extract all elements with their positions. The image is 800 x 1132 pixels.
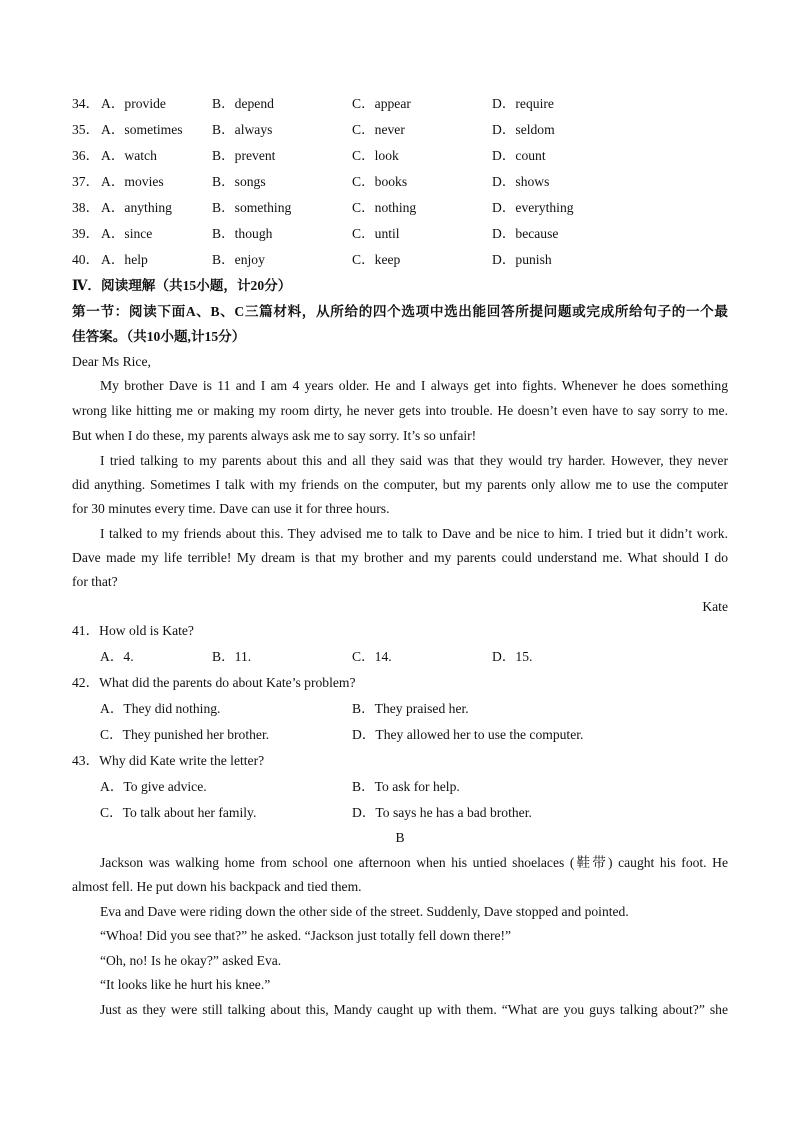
section-instruction-line-1: 第一节：阅读下面A、B、C三篇材料，从所给的四个选项中选出能回答所提问题或完成所给句子的一个最 <box>72 304 728 319</box>
option-a: A．sometimes <box>101 122 183 137</box>
option-c: C．never <box>352 122 405 137</box>
option-c: C．look <box>352 148 399 163</box>
option-d: D．15. <box>492 649 533 664</box>
passage-b-line: “Oh, no! Is he okay?” asked Eva. <box>100 953 282 968</box>
letter-line: wrong like hitting me or making my room dirty, he never gets into trouble. He doesn’t even have to say sorry to me. <box>72 403 728 418</box>
option-b: B．though <box>212 226 273 241</box>
option-d: D．require <box>492 96 554 111</box>
passage-b-line: “It looks like he hurt his knee.” <box>100 977 271 992</box>
option-a: A．provide <box>101 96 166 111</box>
question-number: 38． <box>72 200 100 215</box>
passage-b-line: almost fell. He put down his backpack and tied them. <box>72 879 362 894</box>
letter-signature: Kate <box>702 599 728 614</box>
letter-line: Dave made my life terrible! My dream is that my brother and my parents could understand me. What should I do <box>72 550 728 565</box>
option-b: B．They praised her. <box>352 701 469 716</box>
question-number: 36． <box>72 148 100 163</box>
option-b: B．songs <box>212 174 266 189</box>
option-b: B．something <box>212 200 292 215</box>
option-d: D．because <box>492 226 559 241</box>
question-number: 39． <box>72 226 100 241</box>
option-b: B．always <box>212 122 273 137</box>
option-a: A．anything <box>101 200 172 215</box>
question-41-stem: 41．How old is Kate? <box>72 623 194 638</box>
question-43-stem: 43．Why did Kate write the letter? <box>72 753 265 768</box>
question-number: 40． <box>72 252 100 267</box>
option-d: D．To says he has a bad brother. <box>352 805 532 820</box>
option-c: C．nothing <box>352 200 417 215</box>
option-c: C．until <box>352 226 400 241</box>
section-heading: Ⅳ．阅读理解（共15小题，计20分） <box>72 278 292 293</box>
option-a: A．movies <box>101 174 164 189</box>
option-c: C．They punished her brother. <box>100 727 270 742</box>
option-a: A．They did nothing. <box>100 701 221 716</box>
question-number: 34． <box>72 96 100 111</box>
letter-line: I tried talking to my parents about this and all they said was that they would try harder. However, they never <box>100 453 728 468</box>
letter-line: for 30 minutes every time. Dave can use it for three hours. <box>72 501 390 516</box>
question-number: 35． <box>72 122 100 137</box>
option-c: C．appear <box>352 96 411 111</box>
option-a: A．To give advice. <box>100 779 207 794</box>
option-d: D．everything <box>492 200 574 215</box>
passage-b-line: “Whoa! Did you see that?” he asked. “Jackson just totally fell down there!” <box>100 928 512 943</box>
letter-line: for that? <box>72 574 118 589</box>
letter-line: My brother Dave is 11 and I am 4 years older. He and I always get into fights. Whenever he does something <box>100 378 728 393</box>
option-b: B．To ask for help. <box>352 779 460 794</box>
option-a: A．help <box>101 252 148 267</box>
passage-b-line: Jackson was walking home from school one afternoon when his untied shoelaces (鞋带) caught his foot. He <box>100 855 728 870</box>
option-b: B．11. <box>212 649 252 664</box>
letter-line: But when I do these, my parents always ask me to say sorry. It’s so unfair! <box>72 428 477 443</box>
question-42-stem: 42．What did the parents do about Kate’s problem? <box>72 675 356 690</box>
passage-b-line: Just as they were still talking about this, Mandy caught up with them. “What are you guys talking about?” she <box>100 1002 728 1017</box>
section-instruction-line-2: 佳答案。（共10小题,计15分） <box>72 329 246 344</box>
option-d: D．seldom <box>492 122 555 137</box>
option-b: B．prevent <box>212 148 276 163</box>
option-b: B．depend <box>212 96 274 111</box>
letter-line: I talked to my friends about this. They advised me to talk to Dave and be nice to him. I tried but it didn’t work. <box>100 526 728 541</box>
option-a: A．watch <box>101 148 157 163</box>
option-d: D．They allowed her to use the computer. <box>352 727 584 742</box>
letter-line: did anything. Sometimes I talk with my friends on the computer, but my parents only allow me to use the computer <box>72 477 728 492</box>
option-d: D．punish <box>492 252 552 267</box>
option-d: D．shows <box>492 174 550 189</box>
question-number: 37． <box>72 174 100 189</box>
passage-b-line: Eva and Dave were riding down the other side of the street. Suddenly, Dave stopped and pointed. <box>100 904 629 919</box>
option-a: A．4. <box>100 649 134 664</box>
option-a: A．since <box>101 226 153 241</box>
option-c: C．14. <box>352 649 392 664</box>
option-d: D．count <box>492 148 546 163</box>
passage-b-label: B <box>395 830 405 845</box>
letter-greeting: Dear Ms Rice, <box>72 354 151 369</box>
option-c: C．To talk about her family. <box>100 805 257 820</box>
option-b: B．enjoy <box>212 252 265 267</box>
option-c: C．books <box>352 174 408 189</box>
option-c: C．keep <box>352 252 401 267</box>
